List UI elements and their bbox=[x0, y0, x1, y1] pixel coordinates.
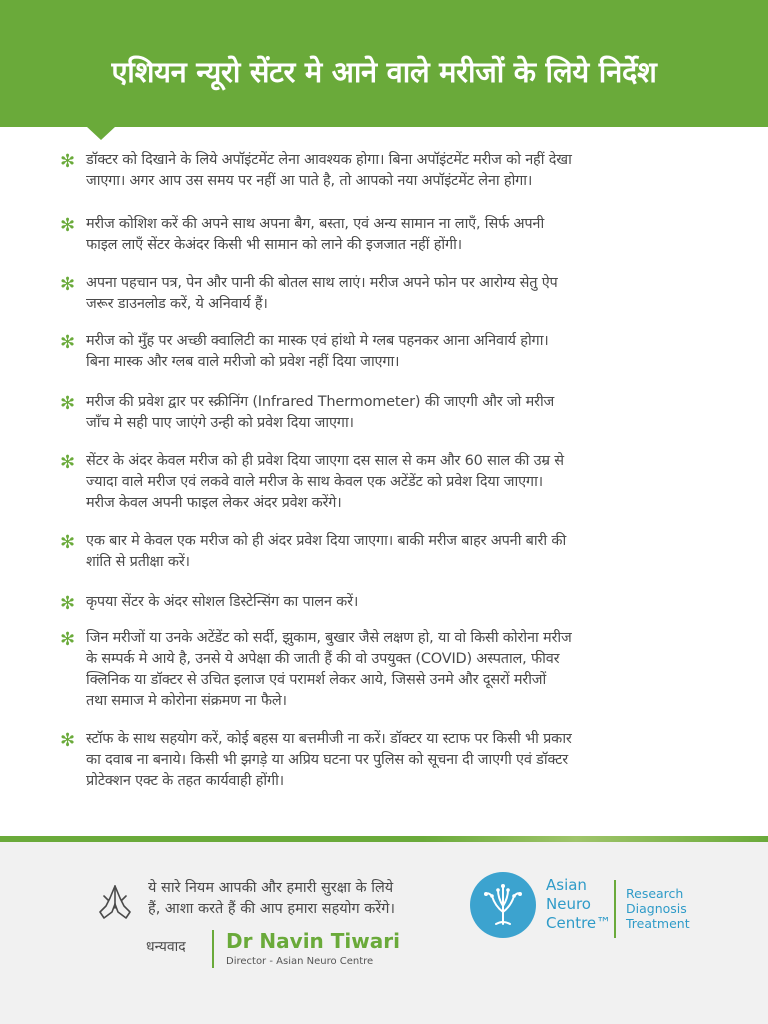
rule-text: मरीज की प्रवेश द्वार पर स्क्रीनिंग (Infrared Thermometer) की जाएगी और जो मरीज जाँच मे सही पाए जाएंगे उन्ही को प्रवेश दिया जाएगा। bbox=[86, 394, 555, 431]
asterisk-bullet-icon: ✻ bbox=[60, 532, 76, 553]
logo-divider bbox=[614, 880, 616, 938]
asterisk-bullet-icon: ✻ bbox=[60, 629, 76, 650]
asterisk-bullet-icon: ✻ bbox=[60, 274, 76, 295]
asterisk-bullet-icon: ✻ bbox=[60, 215, 76, 236]
footer-message: ये सारे नियम आपकी और हमारी सुरक्षा के लिये हैं, आशा करते हैं की आप हमारा सहयोग करेंगे। bbox=[148, 880, 395, 917]
rule-item bbox=[60, 451, 700, 531]
doctor-name: Dr Navin Tiwari bbox=[226, 929, 400, 953]
thanks-label: धन्यवाद bbox=[146, 939, 186, 955]
rule-text: एक बार मे केवल एक मरीज को ही अंदर प्रवेश दिया जाएगा। बाकी मरीज बाहर अपनी बारी की शांति से प्रतीक्षा करें। bbox=[86, 533, 567, 570]
rule-item bbox=[60, 392, 700, 451]
rule-text: अपना पहचान पत्र, पेन और पानी की बोतल साथ लाएं। मरीज अपने फोन पर आरोग्य सेतु ऐप जरूर डाउनलोड करें, ये अनिवार्य हैं। bbox=[86, 275, 558, 312]
rule-item bbox=[60, 592, 700, 628]
rule-text: कृपया सेंटर के अंदर सोशल डिस्टेन्सिंग का पालन करें। bbox=[86, 594, 359, 610]
asterisk-bullet-icon: ✻ bbox=[60, 730, 76, 751]
rule-text: सेंटर के अंदर केवल मरीज को ही प्रवेश दिया जाएगा दस साल से कम और 60 साल की उम्र से ज्यादा वाले मरीज एवं लकवे वाले मरीज के साथ केवल एक अटेंडेंट को प्रवेश दिया जाएगा। मरीज केवल अपनी फाइल लेकर अंदर प्रवेश करेंगे। bbox=[86, 453, 564, 511]
asterisk-bullet-icon: ✻ bbox=[60, 332, 76, 353]
rule-item bbox=[60, 628, 700, 729]
asterisk-bullet-icon: ✻ bbox=[60, 151, 76, 172]
asterisk-bullet-icon: ✻ bbox=[60, 393, 76, 414]
folded-hands-icon bbox=[92, 878, 138, 924]
rule-item bbox=[60, 273, 700, 331]
rule-text: मरीज को मुँह पर अच्छी क्वालिटी का मास्क एवं हांथो मे ग्लब पहनकर आना अनिवार्य होगा। बिना मास्क और ग्लब वाले मरीजो को प्रवेश नहीं दिया जाएगा। bbox=[86, 333, 549, 370]
rules-list bbox=[60, 150, 700, 795]
rule-item bbox=[60, 729, 700, 795]
header-pointer bbox=[86, 126, 116, 140]
signature-divider bbox=[212, 930, 214, 968]
rule-item bbox=[60, 150, 700, 214]
header-banner bbox=[0, 0, 768, 127]
rule-text: डॉक्टर को दिखाने के लिये अपॉइंटमेंट लेना आवश्यक होगा। बिना अपॉइंटमेंट मरीज को नहीं देखा जाएगा। अगर आप उस समय पर नहीं आ पाते है, तो आपको नया अपॉइंटमेंट लेना होगा। bbox=[86, 152, 572, 189]
logo-name: Asian Neuro Centre™ bbox=[546, 876, 612, 932]
rule-item bbox=[60, 531, 700, 592]
logo-tagline: Research Diagnosis Treatment bbox=[626, 886, 690, 931]
page-title: एशियन न्यूरो सेंटर मे आने वाले मरीजों के लिये निर्देश bbox=[111, 55, 657, 89]
rule-text: मरीज कोशिश करें की अपने साथ अपना बैग, बस्ता, एवं अन्य सामान ना लाएँ, सिर्फ अपनी फाइल लाएँ सेंटर केअंदर किसी भी सामान को लाने की इजजात नहीं होंगी। bbox=[86, 216, 545, 253]
rule-item bbox=[60, 331, 700, 392]
rule-item bbox=[60, 214, 700, 273]
rule-text: स्टॉफ के साथ सहयोग करें, कोई बहस या बत्तमीजी ना करें। डॉक्टर या स्टाफ पर किसी भी प्रकार का दवाब ना बनाये। किसी भी झगड़े या अप्रिय घटना पर पुलिस को सूचना दी जाएगी एवं डॉक्टर प्रोटेक्शन एक्ट के तहत कार्यवाही होंगी। bbox=[86, 731, 572, 789]
rule-text: जिन मरीजों या उनके अटेंडेंट को सर्दी, झुकाम, बुखार जैसे लक्षण हो, या वो किसी कोरोना मरीज के सम्पर्क मे आये है, उनसे ये अपेक्षा की जाती हैं की वो उपयुक्त (COVID) अस्पताल, फीवर क्लिनिक या डॉक्टर से उचित इलाज एवं परामर्श लेकर आये, जिससे उनमे और दूसरों मरीजों तथा समाज मे कोरोना संक्रमण ना फैले। bbox=[86, 630, 572, 709]
doctor-title: Director - Asian Neuro Centre bbox=[226, 956, 374, 967]
asterisk-bullet-icon: ✻ bbox=[60, 452, 76, 473]
neuron-tree-logo-icon bbox=[470, 872, 536, 938]
asterisk-bullet-icon: ✻ bbox=[60, 593, 76, 614]
